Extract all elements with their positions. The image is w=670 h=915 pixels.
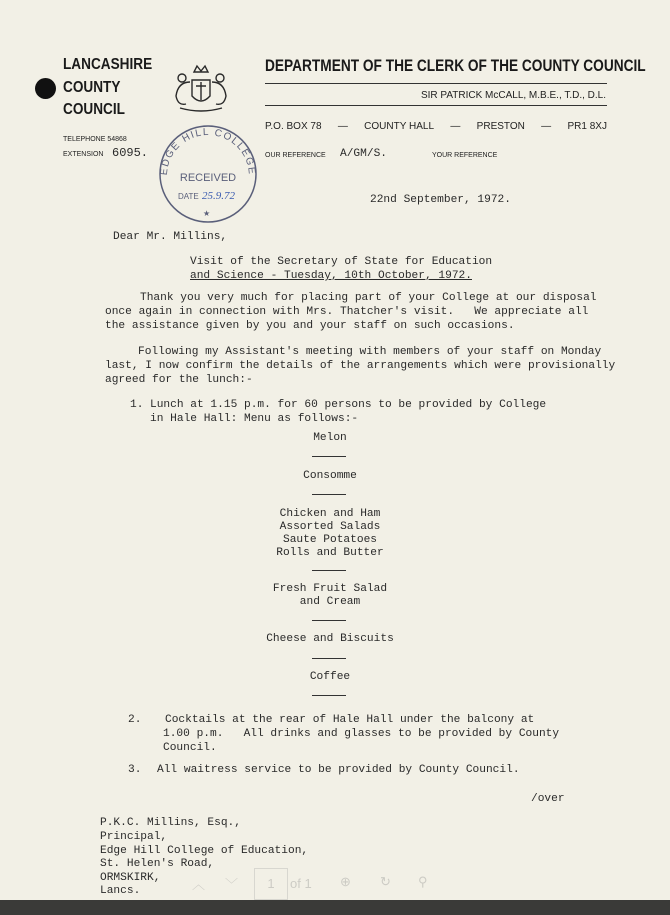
menu-item: Melon [313, 432, 347, 444]
telephone: TELEPHONE 54868 [63, 136, 127, 143]
subject-line-1: Visit of the Secretary of State for Education [190, 256, 493, 268]
header-divider [265, 83, 607, 84]
para1-line1: Thank you very much for placing part of your College at our disposal [140, 292, 597, 304]
stamp-received: RECEIVED [179, 172, 237, 184]
menu-item: Coffee [309, 671, 351, 683]
para2-line1: Following my Assistant's meeting with members of your staff on Monday [138, 346, 602, 358]
rotate-icon[interactable]: ↻ [380, 874, 391, 889]
item1-line2: in Hale Hall: Menu as follows:- [150, 413, 359, 425]
item1-line1: Lunch at 1.15 p.m. for 60 persons to be provided by College [150, 399, 547, 411]
next-page-button[interactable]: ﹀ [225, 877, 239, 892]
menu-divider [312, 695, 346, 696]
stamp-date-label: DATE [178, 192, 199, 201]
over-note: /over [531, 793, 565, 805]
extension-label: EXTENSION [63, 151, 104, 158]
city: PRESTON [476, 121, 525, 132]
search-icon[interactable]: ⚲ [418, 874, 428, 889]
subject-line-2: and Science - Tuesday, 10th October, 1972. [190, 270, 472, 282]
menu-item: Cheese and Biscuits [266, 633, 394, 645]
org-line-3: COUNCIL [63, 101, 125, 118]
item2-number: 2. [128, 714, 142, 726]
recipient-line: Lancs. [100, 885, 141, 897]
menu-item: Consomme [303, 470, 357, 482]
recipient-line: Principal, [100, 831, 168, 843]
stamp-ring-text: EDGE HILL COLLEGE [158, 126, 258, 176]
menu-divider [312, 658, 346, 659]
menu-item: Saute Potatoes [283, 534, 377, 546]
menu-item: Rolls and Butter [276, 547, 384, 559]
zoom-in-icon[interactable]: ⊕ [340, 874, 351, 889]
viewer-toolbar [180, 868, 480, 900]
menu-divider [312, 620, 346, 621]
recipient-line: P.K.C. Millins, Esq., [100, 817, 241, 829]
org-line-2: COUNTY [63, 79, 121, 96]
para2-line2: last, I now confirm the details of the arrangements which were provisionally [105, 360, 616, 372]
dash: — [450, 121, 461, 132]
menu-item: Chicken and Ham [279, 508, 381, 520]
our-reference-label: OUR REFERENCE [265, 152, 326, 159]
address-line [265, 121, 607, 132]
menu-divider [312, 570, 346, 571]
letter-date: 22nd September, 1972. [370, 194, 511, 206]
previous-page-button[interactable]: ︿ [192, 877, 206, 892]
page-count: of 1 [290, 876, 312, 891]
item2-line3: Council. [163, 742, 217, 754]
council-dot-icon [35, 78, 56, 99]
clerk-name: SIR PATRICK McCALL, M.B.E., T.D., D.L. [420, 90, 606, 101]
county-hall: COUNTY HALL [364, 121, 435, 132]
postcode: PR1 8XJ [567, 121, 607, 132]
po-box: P.O. BOX 78 [265, 121, 322, 132]
our-reference: A/GM/S. [340, 148, 387, 160]
recipient-line: Edge Hill College of Education, [100, 845, 309, 857]
menu-item: Fresh Fruit Salad [272, 583, 388, 595]
para2-line3: agreed for the lunch:- [105, 374, 253, 386]
dash: — [541, 121, 552, 132]
received-stamp [158, 124, 258, 224]
para1-line2: once again in connection with Mrs. Thatcher's visit. We appreciate all [105, 306, 589, 318]
item2-line1: Cocktails at the rear of Hale Hall under the balcony at [165, 714, 535, 726]
department-title: DEPARTMENT OF THE CLERK OF THE COUNTY COUNCIL [265, 57, 646, 75]
page-number-input[interactable]: 1 [254, 868, 288, 900]
your-reference-label: YOUR REFERENCE [432, 152, 498, 159]
salutation: Dear Mr. Millins, [113, 231, 228, 243]
item2-line2: 1.00 p.m. All drinks and glasses to be provided by County [163, 728, 560, 740]
extension-number: 6095. [112, 146, 149, 160]
menu-divider [312, 456, 346, 457]
item3-line1: All waitress service to be provided by County Council. [157, 764, 520, 776]
stamp-date: 25.9.72 [202, 190, 235, 202]
recipient-line: ORMSKIRK, [100, 872, 161, 884]
item1-number: 1. [130, 399, 144, 411]
item3-number: 3. [128, 764, 142, 776]
dash: — [337, 121, 348, 132]
crest-icon [170, 60, 232, 115]
star-icon: ★ [203, 209, 211, 218]
recipient-line: St. Helen's Road, [100, 858, 215, 870]
org-line-1: LANCASHIRE [63, 56, 153, 73]
menu-divider [312, 494, 346, 495]
para1-line3: the assistance given by you and your staff on such occasions. [105, 320, 515, 332]
menu-item: and Cream [299, 596, 361, 608]
menu-item: Assorted Salads [279, 521, 381, 533]
header-divider [265, 105, 607, 106]
